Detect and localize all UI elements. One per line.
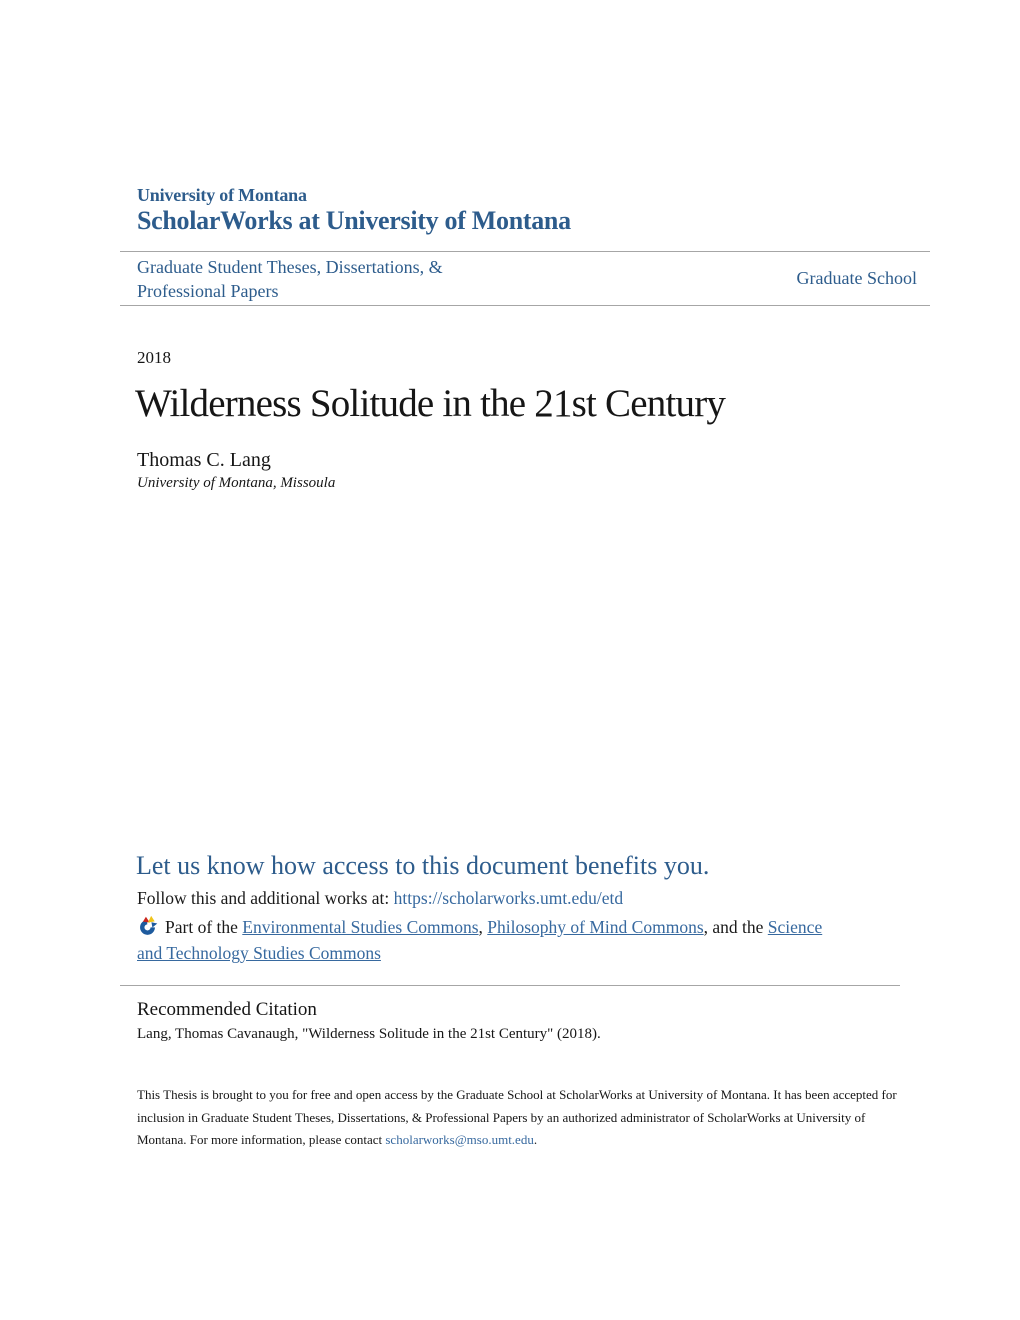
author-affiliation: University of Montana, Missoula <box>137 475 336 491</box>
part-of-label: Part of the <box>165 917 243 937</box>
commons-link-science-tech-studies[interactable]: and Technology Studies Commons <box>137 943 381 963</box>
contact-email-link[interactable]: scholarworks@mso.umt.edu <box>385 1132 534 1147</box>
series-bar <box>120 251 930 306</box>
recommended-citation-text: Lang, Thomas Cavanaugh, "Wilderness Solitude in the 21st Century" (2018). <box>137 1026 601 1042</box>
follow-works-label: Follow this and additional works at: <box>137 888 394 908</box>
repository-url-link[interactable]: https://scholarworks.umt.edu/etd <box>393 888 624 908</box>
recommended-citation-heading: Recommended Citation <box>137 999 317 1020</box>
follow-works-line <box>137 888 623 909</box>
institution-name: University of Montana <box>137 185 307 205</box>
publication-year: 2018 <box>137 348 171 367</box>
access-statement-period: . <box>533 1132 538 1147</box>
repository-title: ScholarWorks at University of Montana <box>137 206 571 235</box>
divider-rule <box>120 985 900 986</box>
masthead <box>137 184 571 236</box>
digital-commons-network-icon <box>137 917 165 937</box>
department-link[interactable]: Graduate School <box>796 268 917 288</box>
commons-link-philosophy-of-mind[interactable]: Philosophy of Mind Commons <box>487 917 704 937</box>
author-name: Thomas C. Lang <box>137 449 271 471</box>
series-title-link[interactable]: Graduate Student Theses, Dissertations, & Professional Papers <box>137 256 443 301</box>
disciplines-line <box>137 914 917 966</box>
separator: , <box>478 917 488 937</box>
thesis-title: Wilderness Solitude in the 21st Century <box>135 382 726 425</box>
access-statement <box>137 1084 902 1152</box>
access-statement-text: This Thesis is brought to you for free and open access by the Graduate School at ScholarWorks at University of Montana. It has been accepted for inclusion in Graduate Student Theses, Dissertations, & Professional Papers by an authorized administrator of ScholarWorks at University of Montana. For more information, please contact <box>137 1087 897 1147</box>
commons-link-environmental-studies[interactable]: Environmental Studies Commons <box>242 917 479 937</box>
commons-link-science-tech-studies[interactable]: Science <box>767 917 823 937</box>
access-benefit-heading: Let us know how access to this document benefits you. <box>136 851 710 880</box>
separator: , and the <box>703 917 768 937</box>
